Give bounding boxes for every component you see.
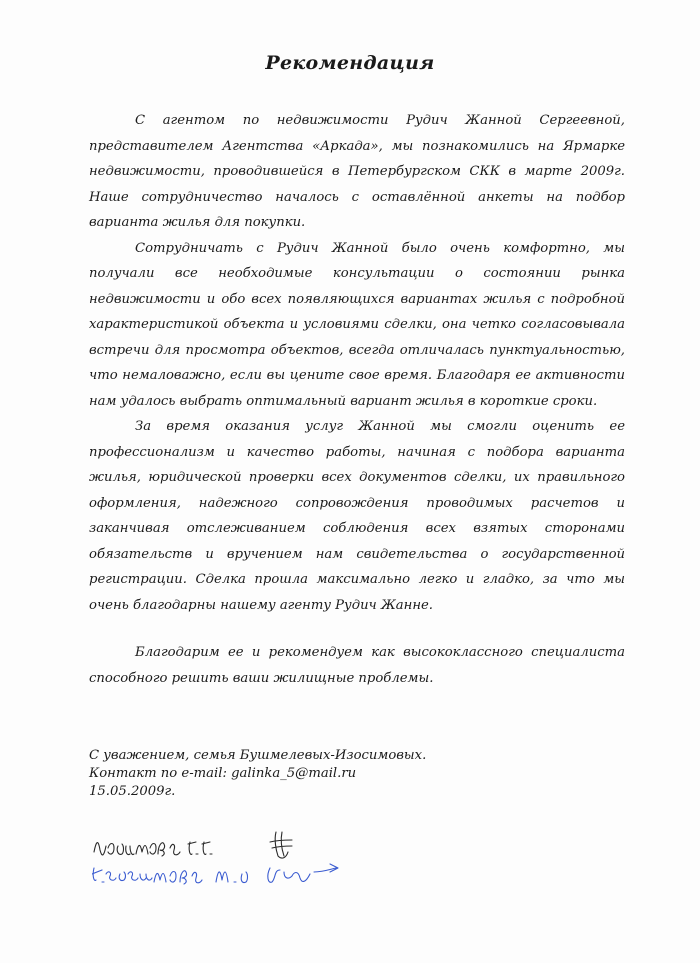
handwritten-signatures: [92, 828, 372, 898]
signature-line-1: [94, 832, 292, 858]
signature-line-2: [92, 864, 338, 884]
letter-body: [89, 108, 625, 691]
paragraph-4: Благодарим ее и рекомендуем как высококлассного специалиста способного решить ваши жилищные проблемы.: [89, 645, 625, 686]
paragraph-2: Сотрудничать с Рудич Жанной было очень комфортно, мы получали все необходимые консультации о состоянии рынка недвижимости и обо всех появляющихся вариантах жилья с подробной характеристикой объекта и условиями сделки, она четко согласовывала встречи для просмотра объектов, всегда отличалась пунктуальностью, что немаловажно, если вы цените свое время. Благодаря ее активности нам удалось выбрать оптимальный вариант жилья в короткие сроки.: [89, 240, 625, 409]
document-title: Рекомендация: [265, 52, 435, 74]
signoff-greeting: С уважением, семья Бушмелевых-Изосимовых.: [89, 748, 427, 763]
signoff-contact: Контакт по e-mail: galinka_5@mail.ru: [89, 766, 357, 781]
paragraph-3: За время оказания услуг Жанной мы смогли оценить ее профессионализм и качество работы, начиная с подбора варианта жилья, юридической проверки всех документов сделки, их правильного оформления, надежного сопровождения проводимых расчетов и заканчивая отслеживанием соблюдения всех взятых сторонами обязательств и вручением нам свидетельства о государственной регистрации. Сделка прошла максимально легко и гладко, за что мы очень благодарны нашему агенту Рудич Жанне.: [89, 419, 625, 613]
paragraph-1: С агентом по недвижимости Рудич Жанной Сергеевной, представителем Агентства «Аркада», мы познакомились на Ярмарке недвижимости, проводившейся в Петербургском СКК в марте 2009г. Наше сотрудничество началось с оставлённой анкеты на подбор варианта жилья для покупки.: [89, 113, 625, 230]
signoff-block: [89, 747, 426, 801]
signoff-date: 15.05.2009г.: [89, 784, 176, 799]
